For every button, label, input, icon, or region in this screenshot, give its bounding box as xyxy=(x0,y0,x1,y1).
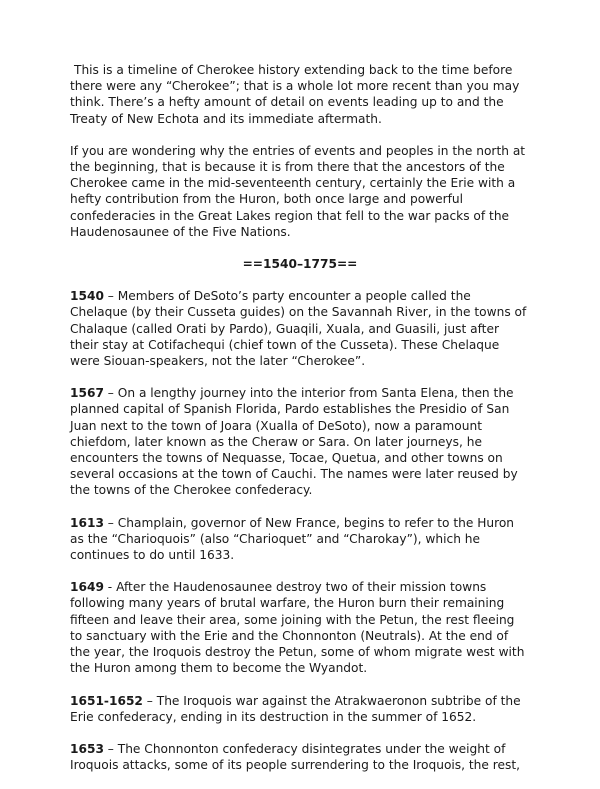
section-heading: ==1540–1775== xyxy=(242,257,358,272)
entry-text: – Champlain, governor of New France, begins to refer to the Huron as the “Charioquois” (also “Charioquet” and “Charokay”), which he continues to do until 1633. xyxy=(70,515,515,563)
timeline-entry xyxy=(70,579,530,676)
entry-text: – Members of DeSoto’s party encounter a people called the Chelaque (by their Cusseta guides) on the Savannah River, in the towns of Chalaque (called Orati by Pardo), Guaqili, Xuala, and Guasili, just after their stay at Cotifachequi (chief town of the Cusseta). These Chelaque were Siouan-speakers, not the later “Cherokee”. xyxy=(70,289,527,369)
entry-year: 1540 xyxy=(70,289,104,304)
intro-paragraph-1: This is a timeline of Cherokee history extending back to the time before there were any “Cherokee”; that is a whole lot more recent than you may think. There’s a hefty amount of detail on events leading up to and the Treaty of New Echota and its immediate aftermath. xyxy=(70,63,520,126)
entry-text: – On a lengthy journey into the interior from Santa Elena, then the planned capital of Spanish Florida, Pardo establishes the Presidio of San Juan next to the town of Joara (Xualla of DeSoto), now a paramount chiefdom, later known as the Cheraw or Sara. On later journeys, he encounters the towns of Nequasse, Tocae, Quetua, and other towns on several occasions at the town of Cauchi. The names were later reused by the towns of the Cherokee confederacy. xyxy=(70,386,518,498)
document-page xyxy=(70,62,530,789)
entry-year: 1567 xyxy=(70,386,104,401)
entry-year: 1651-1652 xyxy=(70,693,143,708)
entry-year: 1653 xyxy=(70,741,104,756)
timeline-entry xyxy=(70,385,530,498)
entry-year: 1649 xyxy=(70,580,104,595)
intro-paragraph-2: If you are wondering why the entries of events and peoples in the north at the beginning, that is because it is from there that the ancestors of the Cherokee came in the mid-seventeenth century, certainly the Erie with a hefty contribution from the Huron, both once large and powerful confederacies in the Great Lakes region that fell to the war packs of the Haudenosaunee of the Five Nations. xyxy=(70,143,526,239)
timeline-entry xyxy=(70,515,530,564)
timeline-entry xyxy=(70,741,530,773)
entry-text: - After the Haudenosaunee destroy two of their mission towns following many years of brutal warfare, the Huron burn their remaining fifteen and leave their area, some joining with the Petun, the rest fleeing to sanctuary with the Erie and the Chonnonton (Neutrals). At the end of the year, the Iroquois destroy the Petun, some of whom migrate west with the Huron among them to become the Wyandot. xyxy=(70,580,525,676)
entry-text: – The Iroquois war against the Atrakwaeronon subtribe of the Erie confederacy, ending in its destruction in the summer of 1652. xyxy=(70,693,521,724)
entry-year: 1613 xyxy=(70,515,104,530)
timeline-entry xyxy=(70,288,530,369)
entry-text: – The Chonnonton confederacy disintegrates under the weight of Iroquois attacks, some of its people surrendering to the Iroquois, the rest, xyxy=(70,741,521,773)
timeline-entry xyxy=(70,693,530,725)
